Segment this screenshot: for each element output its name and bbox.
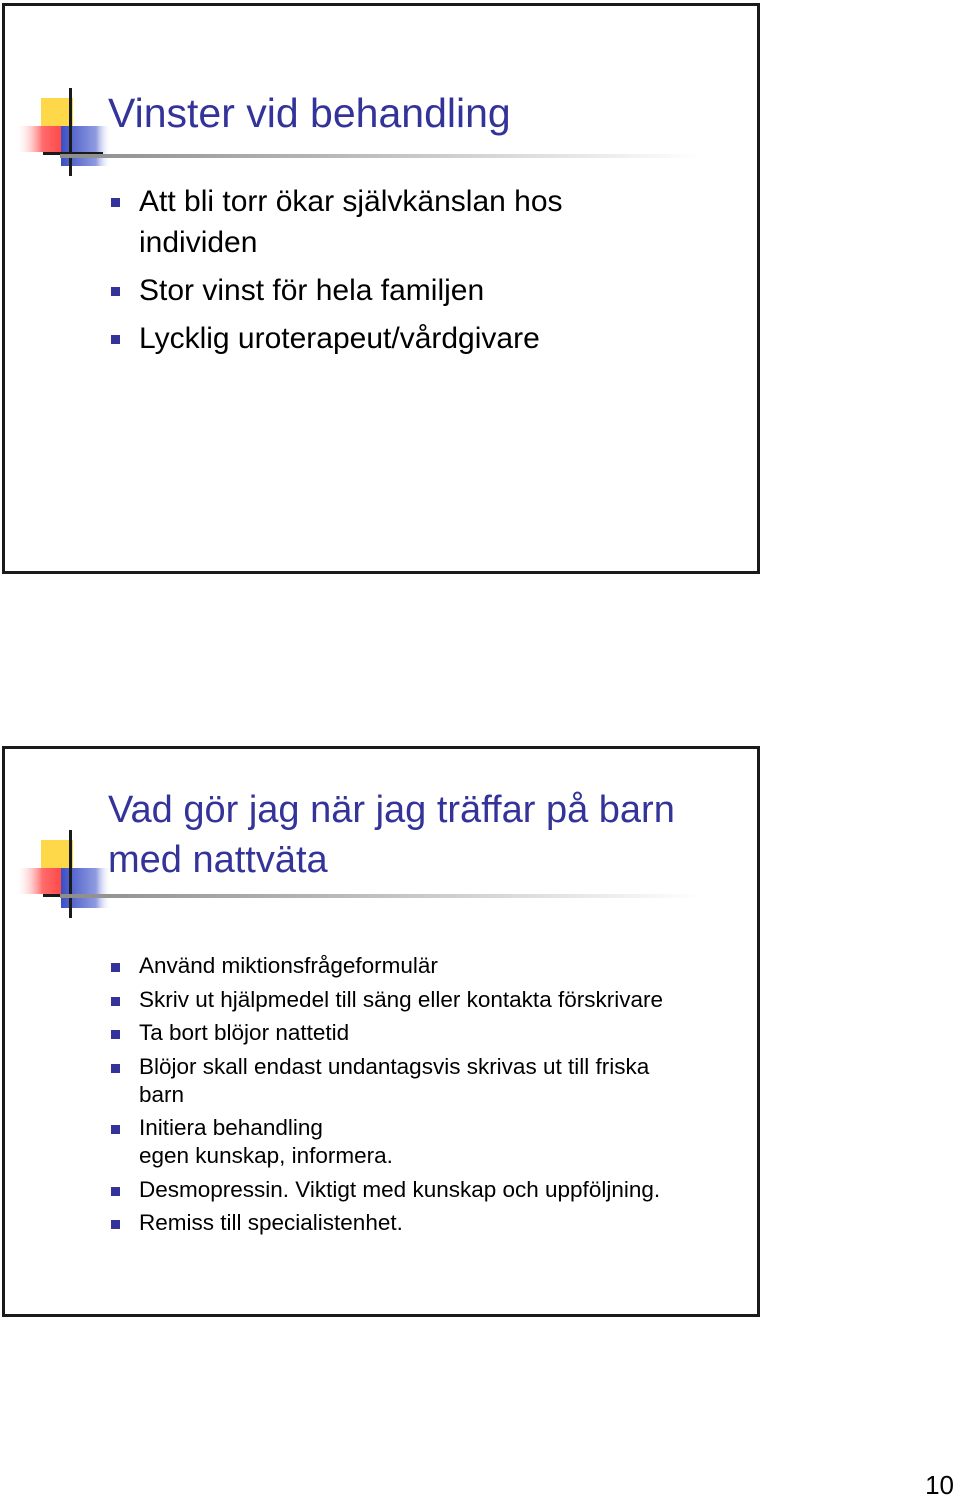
bullet-square-icon	[111, 198, 120, 207]
list-item	[111, 986, 751, 1014]
list-item	[111, 1019, 751, 1047]
list-item	[111, 1176, 751, 1204]
slide-title: Vad gör jag när jag träffar på barn med nattväta	[108, 789, 675, 881]
bullet-square-icon	[111, 1187, 120, 1196]
bullet-square-icon	[111, 1220, 120, 1229]
bullet-square-icon	[111, 287, 120, 296]
bullet-list	[111, 952, 751, 1243]
slide-2	[2, 746, 760, 1317]
bullet-text: Att bli torr ökar självkänslan hos individen	[139, 185, 563, 259]
bullet-list	[111, 181, 731, 366]
list-item	[111, 952, 751, 980]
bullet-square-icon	[111, 1030, 120, 1039]
bullet-square-icon	[111, 963, 120, 972]
list-item	[111, 181, 731, 263]
bullet-text: Använd miktionsfrågeformulär	[139, 953, 438, 978]
title-decoration-icon	[13, 86, 123, 181]
list-item	[111, 270, 731, 311]
list-item	[111, 1209, 751, 1237]
bullet-square-icon	[111, 1125, 120, 1134]
bullet-text: Desmopressin. Viktigt med kunskap och uppföljning.	[139, 1176, 661, 1202]
title-decoration-icon	[13, 828, 123, 923]
list-item	[111, 1053, 751, 1109]
list-item	[111, 318, 731, 359]
bullet-text: Lycklig uroterapeut/vårdgivare	[139, 322, 540, 355]
bullet-text: Remiss till specialistenhet.	[139, 1210, 403, 1235]
slide-title: Vinster vid behandling	[108, 90, 511, 136]
slide-1	[2, 3, 760, 574]
bullet-square-icon	[111, 1064, 120, 1073]
bullet-square-icon	[111, 335, 120, 344]
bullet-text: Skriv ut hjälpmedel till säng eller kontakta förskrivare	[139, 986, 663, 1012]
bullet-text: Stor vinst för hela familjen	[139, 274, 485, 307]
bullet-text: Ta bort blöjor nattetid	[139, 1020, 350, 1045]
bullet-text: Initiera behandling egen kunskap, informera.	[139, 1115, 393, 1168]
bullet-text: Blöjor skall endast undantagsvis skrivas ut till friska barn	[139, 1053, 650, 1107]
bullet-square-icon	[111, 997, 120, 1006]
page-number: 10	[925, 1470, 954, 1500]
list-item	[111, 1114, 751, 1170]
title-underline	[60, 154, 700, 158]
title-underline	[60, 894, 700, 898]
